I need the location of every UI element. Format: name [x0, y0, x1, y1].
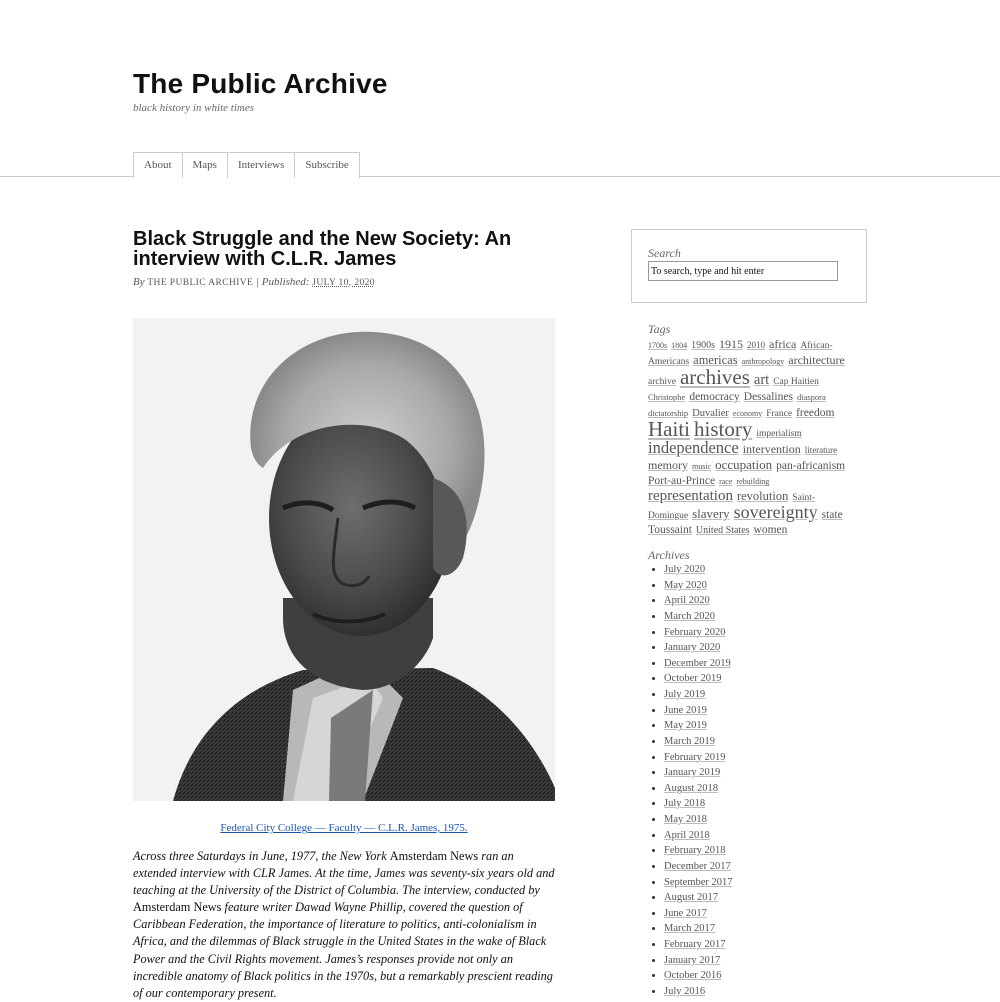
tag-link[interactable]: Cap Haitien — [773, 377, 819, 388]
archive-item — [664, 890, 733, 906]
tag-link[interactable]: americas — [693, 352, 738, 367]
tag-link[interactable]: diaspora — [796, 392, 826, 403]
tag-link[interactable]: history — [694, 417, 753, 442]
tag-link[interactable]: Saint-Domingue — [648, 493, 816, 521]
archive-link[interactable]: June 2017 — [664, 907, 707, 919]
tag-link[interactable]: archive — [648, 377, 676, 388]
tag-link[interactable]: 1915 — [719, 337, 744, 351]
archive-link[interactable]: January 2019 — [664, 767, 721, 779]
tag-link[interactable]: 1804 — [671, 341, 688, 350]
archive-item — [664, 968, 733, 984]
archive-link[interactable]: April 2020 — [664, 595, 710, 607]
archive-link[interactable]: December 2019 — [664, 657, 731, 669]
main-nav — [133, 152, 360, 178]
archives-widget-title: Archives — [648, 548, 690, 562]
archive-link[interactable]: December 2017 — [664, 860, 731, 872]
archive-link[interactable]: May 2018 — [664, 814, 707, 825]
archive-link[interactable]: May 2020 — [664, 579, 707, 591]
archive-item — [664, 640, 733, 656]
tags-widget-title: Tags — [648, 322, 671, 336]
tag-link[interactable]: architecture — [788, 352, 845, 367]
intro-segment: Across three Saturdays in June, 1977, the New York — [133, 849, 390, 863]
tag-link[interactable]: anthropology — [741, 356, 785, 366]
site-tagline: black history in white times — [133, 102, 254, 114]
tag-link[interactable]: independence — [648, 438, 739, 458]
intro-segment: ran an extended interview with CLR James. At the time, James was seventy-six years old and teaching at the University of the District of Columbia. The interview, conducted by — [133, 849, 555, 898]
tag-link[interactable]: democracy — [689, 391, 740, 404]
archive-link[interactable]: August 2017 — [664, 892, 718, 904]
archive-item — [664, 984, 733, 1000]
archive-link[interactable]: April 2018 — [664, 829, 710, 841]
tag-link[interactable]: African-Americans — [648, 341, 833, 367]
tag-link[interactable]: literature — [804, 445, 838, 456]
archive-item — [664, 953, 733, 969]
photo-caption-link[interactable]: Federal City College — Faculty — C.L.R. James, 1975. — [220, 822, 468, 834]
tag-link[interactable]: art — [753, 372, 770, 389]
tag-link[interactable]: Haiti — [648, 417, 690, 442]
archive-item — [664, 718, 733, 734]
tag-link[interactable]: 1900s — [691, 340, 716, 351]
tag-cloud — [648, 336, 846, 537]
portrait-photo — [133, 318, 555, 801]
tag-link[interactable]: pan-africanism — [776, 459, 846, 472]
tag-link[interactable]: occupation — [715, 456, 773, 472]
nav-item-about[interactable]: About — [134, 153, 183, 178]
search-widget — [631, 229, 867, 303]
archive-item — [664, 656, 733, 672]
archive-link[interactable]: January 2017 — [664, 954, 721, 966]
tag-link[interactable]: Port-au-Prince — [648, 475, 716, 488]
archive-item — [664, 593, 733, 609]
archive-item — [664, 812, 733, 828]
tag-link[interactable]: rebuilding — [736, 477, 770, 487]
archive-item — [664, 921, 733, 937]
tag-link[interactable]: economy — [732, 408, 763, 418]
tag-link[interactable]: sovereignty — [733, 501, 818, 522]
author-link[interactable]: THE PUBLIC ARCHIVE — [147, 278, 254, 288]
archive-link[interactable]: October 2019 — [664, 673, 722, 685]
tag-link[interactable]: Christophe — [648, 392, 686, 403]
tag-link[interactable]: 1700s — [648, 341, 668, 350]
archive-link[interactable]: March 2019 — [664, 735, 716, 747]
publication-name: Amsterdam News — [389, 849, 479, 863]
tag-link[interactable]: music — [692, 461, 712, 471]
post-byline — [133, 276, 375, 288]
archive-item — [664, 562, 733, 578]
post-photo — [133, 318, 555, 801]
tag-link[interactable]: intervention — [742, 442, 801, 457]
archive-link[interactable]: March 2017 — [664, 923, 716, 935]
archive-link[interactable]: August 2018 — [664, 782, 718, 794]
archive-link[interactable]: July 2020 — [664, 564, 706, 575]
archive-link[interactable]: July 2016 — [664, 985, 706, 997]
archive-item — [664, 906, 733, 922]
archive-item — [664, 937, 733, 953]
archive-item — [664, 750, 733, 766]
tag-link[interactable]: state — [821, 508, 843, 521]
tag-link[interactable]: Duvalier — [692, 407, 729, 419]
archive-link[interactable]: October 2016 — [664, 970, 722, 982]
archive-item — [664, 671, 733, 687]
nav-item-subscribe[interactable]: Subscribe — [295, 153, 358, 178]
tag-link[interactable]: Toussaint — [648, 524, 692, 537]
tag-link[interactable]: United States — [695, 525, 750, 537]
archive-item — [664, 875, 733, 891]
archive-link[interactable]: February 2018 — [664, 845, 726, 857]
tag-link[interactable]: France — [766, 408, 793, 419]
search-widget-title: Search — [648, 246, 681, 260]
tag-link[interactable]: archives — [679, 365, 750, 390]
tag-link[interactable]: slavery — [692, 505, 730, 521]
archive-link[interactable]: July 2019 — [664, 689, 706, 700]
archive-link[interactable]: February 2017 — [664, 939, 726, 950]
archive-link[interactable]: July 2018 — [664, 798, 706, 810]
archive-item — [664, 859, 733, 875]
post-date: JULY 10, 2020 — [312, 278, 375, 288]
archive-item — [664, 734, 733, 750]
archive-item — [664, 609, 733, 625]
archives-list — [648, 562, 733, 1000]
tag-link[interactable]: africa — [769, 337, 797, 351]
archive-item — [664, 843, 733, 859]
post-title[interactable]: Black Struggle and the New Society: An interview with C.L.R. James — [133, 228, 512, 270]
archive-item — [664, 765, 733, 781]
byline-separator: | — [256, 276, 260, 288]
archive-item — [664, 703, 733, 719]
nav-item-interviews[interactable]: Interviews — [228, 153, 295, 178]
archive-link[interactable]: March 2020 — [664, 610, 716, 622]
archive-item — [664, 781, 733, 797]
tag-link[interactable]: representation — [648, 488, 733, 505]
archive-link[interactable]: January 2020 — [664, 642, 721, 654]
byline-by-label: By — [133, 276, 145, 288]
publication-name: Amsterdam News — [133, 900, 222, 915]
search-input[interactable] — [648, 261, 838, 281]
tag-link[interactable]: 2010 — [747, 340, 766, 350]
tag-link[interactable]: race — [719, 477, 733, 487]
archive-item — [664, 578, 733, 594]
tag-link[interactable]: Dessalines — [743, 391, 793, 404]
tag-link[interactable]: dictatorship — [648, 407, 689, 418]
archive-link[interactable]: February 2020 — [664, 626, 726, 638]
nav-item-maps[interactable]: Maps — [183, 153, 228, 178]
archive-item — [664, 625, 733, 641]
archive-item — [664, 687, 733, 703]
tag-link[interactable]: revolution — [736, 489, 789, 504]
archive-link[interactable]: May 2019 — [664, 720, 707, 732]
tag-link[interactable]: imperialism — [756, 429, 802, 440]
tag-link[interactable]: freedom — [796, 406, 835, 419]
site-title[interactable]: The Public Archive — [133, 68, 388, 99]
post-intro — [133, 848, 555, 1002]
tag-link[interactable]: women — [753, 524, 788, 537]
published-label: Published: — [261, 276, 310, 288]
archive-link[interactable]: February 2019 — [664, 751, 726, 763]
tag-link[interactable]: memory — [648, 457, 688, 472]
archive-item — [664, 796, 733, 812]
archive-item — [664, 828, 733, 844]
intro-segment: feature writer Dawad Wayne Phillip, covered the question of Caribbean Federation, the importance of literature to politics, anti-colonialism in Africa, and the dilemmas of Black struggle in the United States in the wake of Black Power and the Civil Rights movement. James’s responses provide not only an incredible anatomy of Black politics in the 1970s, but a remarkably prescient reading of our contemporary present. — [133, 900, 553, 1000]
archive-link[interactable]: September 2017 — [664, 876, 733, 888]
archive-link[interactable]: June 2019 — [664, 704, 707, 716]
